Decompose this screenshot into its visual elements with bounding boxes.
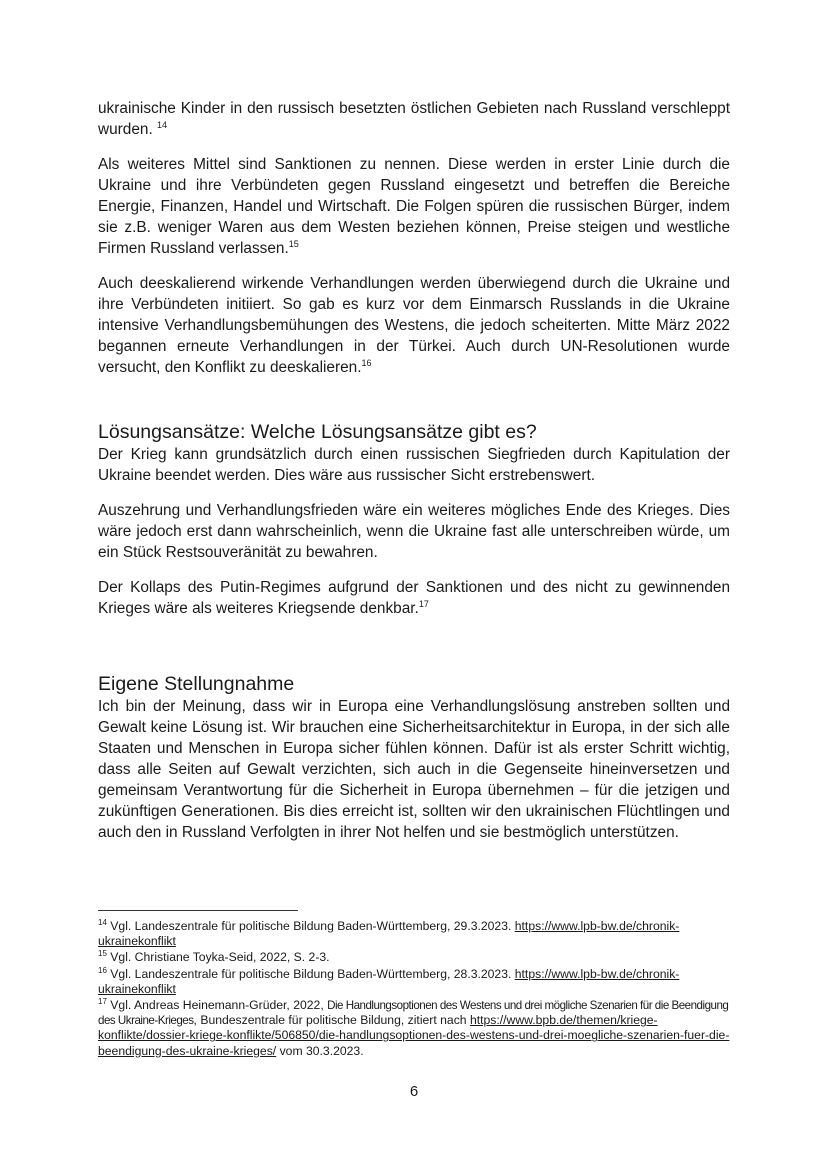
paragraph-negotiations — [98, 273, 730, 378]
paragraph-text: Als weiteres Mittel sind Sanktionen zu nennen. Diese werden in erster Linie durch die Ukraine und ihre Verbündeten gegen Russland eingesetzt und betreffen die Bereiche Energie, Finanzen, Handel und Wirtschaft. Die Folgen spüren die russischen Bürger, indem sie z.B. weniger Waren aus dem Westen beziehen können, Preise steigen und westliche Firmen Russland verlassen. — [98, 156, 730, 257]
footnote-text: Vgl. Christiane Toyka-Seid, 2022, S. 2-3. — [106, 950, 330, 965]
footnote-number: 15 — [98, 949, 107, 959]
paragraph-text: Der Kollaps des Putin-Regimes aufgrund der Sanktionen und des nicht zu gewinnenden Krieges wäre als weiteres Kriegsende denkbar. — [98, 579, 730, 617]
footnote-text: vom 30.3.2023. — [276, 1043, 364, 1058]
footnote-text: , Bundeszentrale für politische Bildung, zitiert nach — [193, 1013, 470, 1028]
footnote-15 — [98, 950, 730, 965]
footnote-link[interactable]: https://www.lpb-bw.de/chronik-ukrainekonflikt — [98, 919, 680, 949]
footnote-text: Vgl. Landeszentrale für politische Bildung Baden-Württemberg, 29.3.2023. — [106, 919, 515, 933]
footnote-14 — [98, 919, 730, 949]
footnote-ref-16[interactable]: 16 — [361, 357, 372, 368]
footnote-divider — [98, 910, 298, 911]
main-content — [98, 98, 730, 857]
footnote-ref-15[interactable]: 15 — [288, 238, 299, 249]
footnote-16 — [98, 967, 730, 997]
heading-solutions: Lösungsansätze: Welche Lösungsansätze gibt es? — [98, 421, 537, 443]
page-number: 6 — [409, 1083, 419, 1100]
footnote-17 — [98, 998, 730, 1059]
footnote-number: 14 — [98, 917, 107, 927]
paragraph-text: ukrainische Kinder in den russisch besetzten östlichen Gebieten nach Russland verschleppt wurden. — [98, 100, 730, 138]
paragraph-victory-peace: Der Krieg kann grundsätzlich durch einen russischen Siegfrieden durch Kapitulation der Ukraine beendet werden. Dies wäre aus russischer Sicht erstrebenswert. — [98, 446, 730, 484]
footnote-ref-14[interactable]: 14 — [157, 119, 168, 130]
footnote-number: 17 — [98, 996, 107, 1006]
paragraph-deportation — [98, 98, 730, 140]
paragraph-sanctions — [98, 154, 730, 259]
paragraph-negotiated-peace: Auszehrung und Verhandlungsfrieden wäre ein weiteres mögliches Ende des Krieges. Dies wäre jedoch erst dann wahrscheinlich, wenn die Ukraine fast alle unterschreiben würde, um ein Stück Restsouveränität zu bewahren. — [98, 502, 730, 561]
footnotes — [98, 910, 730, 1060]
paragraph-text: Auch deeskalierend wirkende Verhandlungen werden überwiegend durch die Ukraine und ihre Verbündeten initiiert. So gab es kurz vor dem Einmarsch Russlands in die Ukraine intensive Verhandlungsbemühungen des Westens, die jedoch scheiterten. Mitte März 2022 begannen erneute Verhandlungen in der Türkei. Auch durch UN-Resolutionen wurde versucht, den Konflikt zu deeskalieren. — [98, 275, 730, 376]
paragraph-opinion: Ich bin der Meinung, dass wir in Europa eine Verhandlungslösung anstreben sollten und Gewalt keine Lösung ist. Wir brauchen eine Sicherheitsarchitektur in Europa, in der sich alle Staaten und Menschen in Europa sicher fühlen können. Dafür ist als erster Schritt wichtig, dass alle Seiten auf Gewalt verzichten, sich auch in die Gegenseite hineinversetzen und gemeinsam Verantwortung für die Sicherheit in Europa übernehmen – für die jetzigen und zukünftigen Generationen. Bis dies erreicht ist, sollten wir den ukrainischen Flüchtlingen und auch den in Russland Verfolgten in ihrer Not helfen und sie bestmöglich unterstützen. — [98, 698, 730, 841]
footnote-link[interactable]: https://www.bpb.de/themen/kriege-konflikte/dossier-kriege-konflikte/506850/die-handlungsoptionen-des-westens-und-drei-moegliche-szenarien-fuer-die-beendigung-des-ukraine-krieges/ — [98, 1013, 730, 1058]
footnote-article-title: Die Handlungsoptionen des Westens und drei mögliche Szenarien für die Beendigung des Ukraine-Krieges — [98, 999, 729, 1028]
footnote-text: Vgl. Landeszentrale für politische Bildung Baden-Württemberg, 28.3.2023. — [106, 966, 515, 981]
paragraph-regime-collapse — [98, 577, 730, 619]
footnote-text: Vgl. Andreas Heinemann-Grüder, 2022, — [106, 998, 328, 1013]
footnote-ref-17[interactable]: 17 — [418, 598, 429, 609]
footnote-number: 16 — [98, 965, 107, 975]
footnote-link[interactable]: https://www.lpb-bw.de/chronik-ukrainekonflikt — [98, 966, 680, 996]
heading-opinion: Eigene Stellungnahme — [98, 673, 295, 695]
